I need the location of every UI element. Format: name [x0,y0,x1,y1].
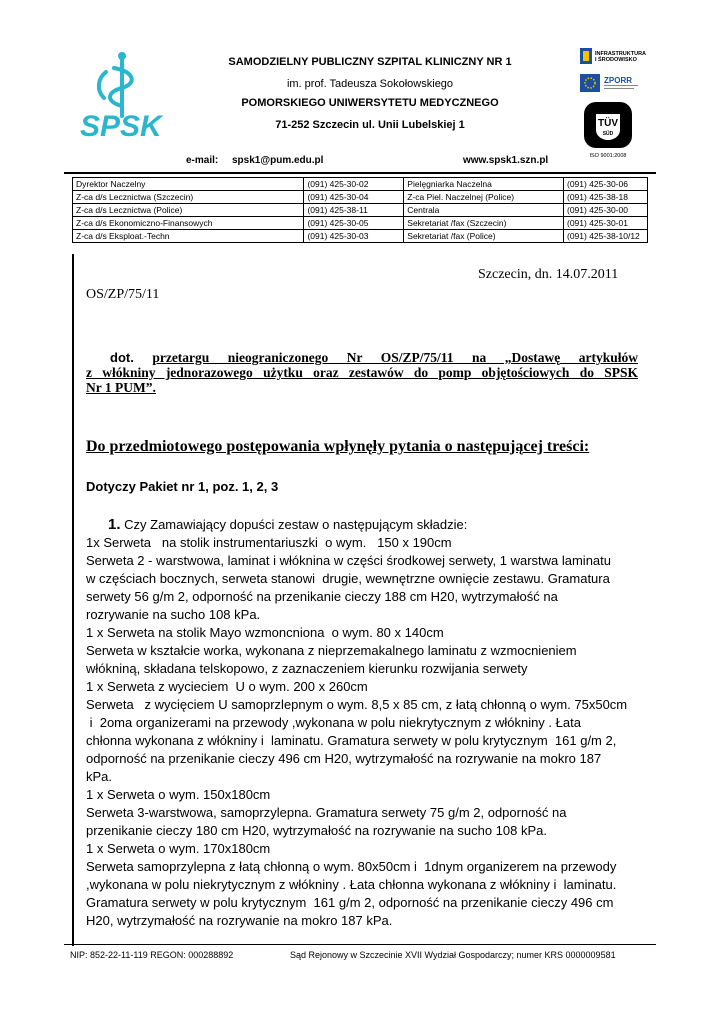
logo-text: SPSK [80,110,162,142]
directory-row [73,230,648,243]
question-line: włókniną, składana telskopowo, z zaznaczeniem kierunku rozwijania serwety [86,661,528,676]
question-line: Serweta 3-warstwowa, samoprzylepna. Gramatura serwety 75 g/m 2, odporność na [86,805,567,820]
directory-phone: (091) 425-38-10/12 [564,230,648,243]
question-line: Serweta samoprzylepna z łatą chłonną o wym. 80x50cm i 1dnym organizerem na przewody [86,859,617,874]
email-link[interactable]: spsk1@pum.edu.pl [232,155,324,166]
question-line: serwety 56 g/m 2, odporność na przenikanie cieczy 188 cm H20, wytrzymałość na [86,589,558,604]
question-line: przenikanie cieczy 180 cm H20, wytrzymałość na rozrywanie na sucho 108 kPa. [86,823,547,838]
directory-role: Z-ca Piel. Naczelnej (Police) [404,191,564,204]
subject-line-3: Nr 1 PUM”. [86,380,156,395]
tuv-sub-text: SÜD [602,131,614,137]
directory-role: Z-ca d/s Ekonomiczno-Finansowych [73,217,304,230]
question-line: Gramatura serwety w polu krytycznym 161 g/m 2, odporność na przenikanie cieczy 496 cm [86,895,614,910]
directory-row [73,178,648,191]
university-name: POMORSKIEGO UNIWERSYTETU MEDYCZNEGO [241,97,499,109]
iso-text: ISO 9001:2008 [589,153,627,159]
question-line: i 2oma organizerami na przewody ,wykonana w polu niekrytycznym z włókniny . Łata [86,715,581,730]
directory-role: Z-ca d/s Eksploat.-Techn [73,230,304,243]
question-line: odporność na przenikanie cieczy 496 cm H20, wytrzymałość na rozrywanie na mokro 187 [86,751,602,766]
directory-role: Z-ca d/s Lecznictwa (Szczecin) [73,191,304,204]
directory-role: Sekretariat /fax (Police) [404,230,564,243]
left-margin-line [72,254,74,946]
directory-row [73,217,648,230]
subject-line-2: z włókniny jednorazowego użytku oraz zestawów do pomp objętościowych do SPSK [86,365,638,380]
bottom-divider [64,944,656,945]
question-line: 1 x Serweta o wym. 150x180cm [86,787,271,802]
directory-phone: (091) 425-30-05 [304,217,404,230]
question-line: ,wykonana w polu niekrytycznym z włókniny . Łata chłonna wykonana z włókniny i laminatu. [86,877,617,892]
question-line: kPa. [86,769,113,784]
subject-line-1: przetargu nieograniczonego Nr OS/ZP/75/11 na „Dostawę artykułów [152,350,639,365]
question-line: 1 x Serweta na stolik Mayo wzmoncniona o wym. 80 x 140cm [86,625,444,640]
email-label: e-mail: [186,155,219,166]
question-line: Serweta w kształcie worka, wykonana z nieprzemakalnego laminatu z wzmocnieniem [86,643,577,658]
directory-role: Sekretariat /fax (Szczecin) [404,217,564,230]
directory-phone: (091) 425-38-11 [304,204,404,217]
package-label: Dotyczy Pakiet nr 1, poz. 1, 2, 3 [86,479,279,494]
infrastructure-logo [580,46,650,68]
question-line: chłonna wykonana z włókniny i laminatu. Gramatura serwety w polu krytycznym 161 g/m 2, [86,733,617,748]
directory-phone: (091) 425-30-02 [304,178,404,191]
directory-role: Dyrektor Naczelny [73,178,304,191]
place-date: Szczecin, dn. 14.07.2011 [478,267,619,282]
question-line: rozrywanie na sucho 108 kPa. [86,607,261,622]
question-line: 1x Serweta na stolik instrumentariuszki o wym. 150 x 190cm [86,535,452,550]
contact-directory [72,177,648,243]
question-line: H20, wytrzymałość na rozrywanie na mokro 187 kPa. [86,913,393,928]
section-heading: Do przedmiotowego postępowania wpłynęły pytania o następującej treści: [86,438,590,455]
footer-court-registry: Sąd Rejonowy w Szczecinie XVII Wydział Gospodarczy; numer KRS 0000009581 [290,950,616,960]
hospital-name: SAMODZIELNY PUBLICZNY SZPITAL KLINICZNY NR 1 [228,56,512,68]
header-divider [64,172,656,174]
question-intro: Czy Zamawiający dopuści zestaw o następującym składzie: [124,517,468,532]
infra-text-2: I ŚRODOWISKO [595,57,637,63]
hospital-patron: im. prof. Tadeusza Sokołowskiego [286,78,454,90]
directory-role: Centrala [404,204,564,217]
question-line: Serweta z wycięciem U samoprzlepnym o wym. 8,5 x 85 cm, z łatą chłonną o wym. 75x50cm [86,697,628,712]
reference-number: OS/ZP/75/11 [86,287,160,302]
question-block [86,516,646,930]
zporr-logo [580,72,650,96]
directory-phone: (091) 425-30-01 [564,217,648,230]
directory-role: Pielęgniarka Naczelna [404,178,564,191]
directory-row [73,204,648,217]
directory-phone: (091) 425-30-00 [564,204,648,217]
question-line: Serweta 2 - warstwowa, laminat i włóknina w części środkowej serwety, 1 warstwa laminatu [86,553,612,568]
subject-block [86,350,638,395]
question-line: 1 x Serweta z wycieciem U o wym. 200 x 260cm [86,679,368,694]
question-line: 1 x Serweta o wym. 170x180cm [86,841,271,856]
directory-phone: (091) 425-38-18 [564,191,648,204]
footer-nip-regon: NIP: 852-22-11-119 REGON: 000288892 [70,950,234,960]
question-line: w częściach bocznych, serweta stanowi drugie, wewnętrzne ownięcie zestawu. Gramatura [86,571,610,586]
infra-text-1: INFRASTRUKTURA [595,51,647,57]
directory-role: Z-ca d/s Lecznictwa (Police) [73,204,304,217]
tuv-logo [582,100,636,160]
hospital-address: 71-252 Szczecin ul. Unii Lubelskiej 1 [275,119,465,131]
website-link[interactable]: www.spsk1.szn.pl [463,155,549,166]
subject-dot-label: dot. [110,350,134,365]
tuv-text: TÜV [598,118,618,129]
directory-phone: (091) 425-30-06 [564,178,648,191]
directory-phone: (091) 425-30-03 [304,230,404,243]
question-lines [86,534,646,930]
zporr-text: ZPORR [604,76,632,85]
directory-phone: (091) 425-30-04 [304,191,404,204]
hospital-logo [76,50,176,142]
question-number: 1. [108,516,121,533]
directory-row [73,191,648,204]
